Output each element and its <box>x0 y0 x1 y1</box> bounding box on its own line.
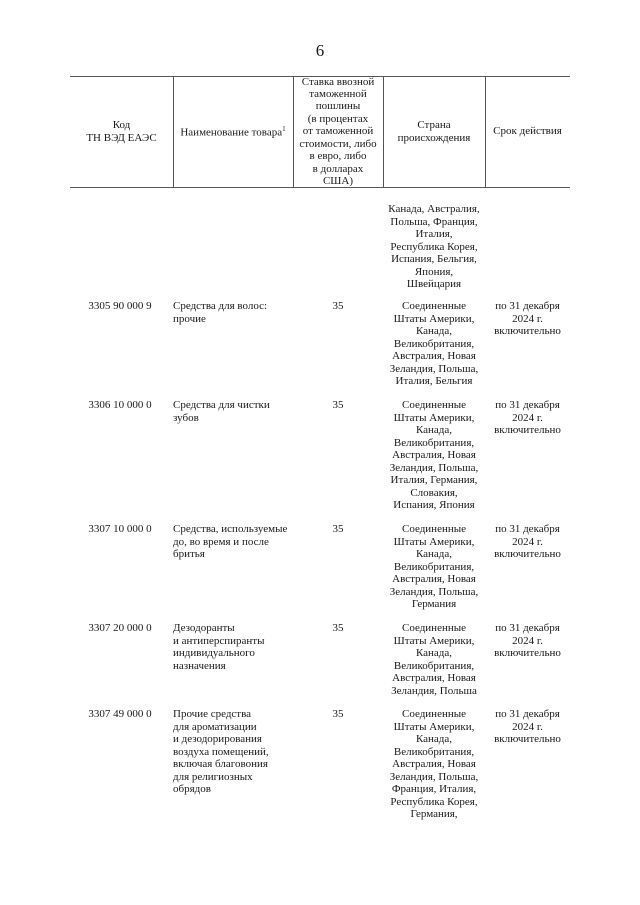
validity-term: по 31 декабря 2024 г. включительно <box>494 523 561 560</box>
countries: Соединенные Штаты Америки, Канада, Великобритания, Австралия, Новая Зеландия, Польша, Италия, Бельгия <box>389 300 479 387</box>
hs-code: 3306 10 000 0 <box>88 399 152 411</box>
product-name: Средства для волос: прочие <box>173 300 268 325</box>
product-name: Дезодоранты и антиперспиранты индивидуального назначения <box>173 622 265 672</box>
duty-rate: 35 <box>332 708 344 720</box>
hs-code: 3305 90 000 9 <box>88 300 152 312</box>
hs-code: 3307 20 000 0 <box>88 622 152 634</box>
duty-rate: 35 <box>332 300 344 312</box>
product-name: Средства, используемые до, во время и после бритья <box>173 523 288 560</box>
product-name: Средства для чистки зубов <box>173 399 270 424</box>
countries: Соединенные Штаты Америки, Канада, Великобритания, Австралия, Новая Зеландия, Польша, Германия <box>389 523 479 610</box>
validity-term: по 31 декабря 2024 г. включительно <box>494 399 561 436</box>
header-duty-rate: Ставка ввозной таможенной пошлины (в процентах от таможенной стоимости, либо в евро, либо в долларах США) <box>299 75 377 187</box>
duty-rate: 35 <box>332 523 344 535</box>
countries: Соединенные Штаты Америки, Канада, Великобритания, Австралия, Новая Зеландия, Польша, Франция, Италия, Республика Корея, Германия, <box>389 708 479 820</box>
validity-term: по 31 декабря 2024 г. включительно <box>494 708 561 745</box>
footnote-marker: 1 <box>282 125 286 134</box>
countries: Соединенные Штаты Америки, Канада, Великобритания, Австралия, Новая Зеландия, Польша, Италия, Германия, Словакия, Испания, Япония <box>389 399 479 511</box>
countries: Соединенные Штаты Америки, Канада, Великобритания, Австралия, Новая Зеландия, Польша <box>391 622 477 697</box>
header-product-name: Наименование товара$^1$ <box>180 125 286 140</box>
page-number: 6 <box>315 41 325 60</box>
validity-term: по 31 декабря 2024 г. включительно <box>494 300 561 337</box>
hs-code: 3307 49 000 0 <box>88 708 152 720</box>
duty-rate: 35 <box>332 399 344 411</box>
validity-term: по 31 декабря 2024 г. включительно <box>494 622 561 659</box>
hs-code: 3307 10 000 0 <box>88 523 152 535</box>
product-name: Прочие средства для ароматизации и дезодорирования воздуха помещений, включая благовония для религиозных обрядов <box>173 708 269 795</box>
duty-rate: 35 <box>332 622 344 634</box>
header-country-of-origin: Страна происхождения <box>397 119 471 144</box>
header-code: Код ТН ВЭД ЕАЭС <box>86 119 157 144</box>
continuation-countries: Канада, Австралия, Польша, Франция, Италия, Республика Корея, Испания, Бельгия, Япония, Швейцария <box>388 203 480 290</box>
header-validity-period: Срок действия <box>493 125 562 138</box>
